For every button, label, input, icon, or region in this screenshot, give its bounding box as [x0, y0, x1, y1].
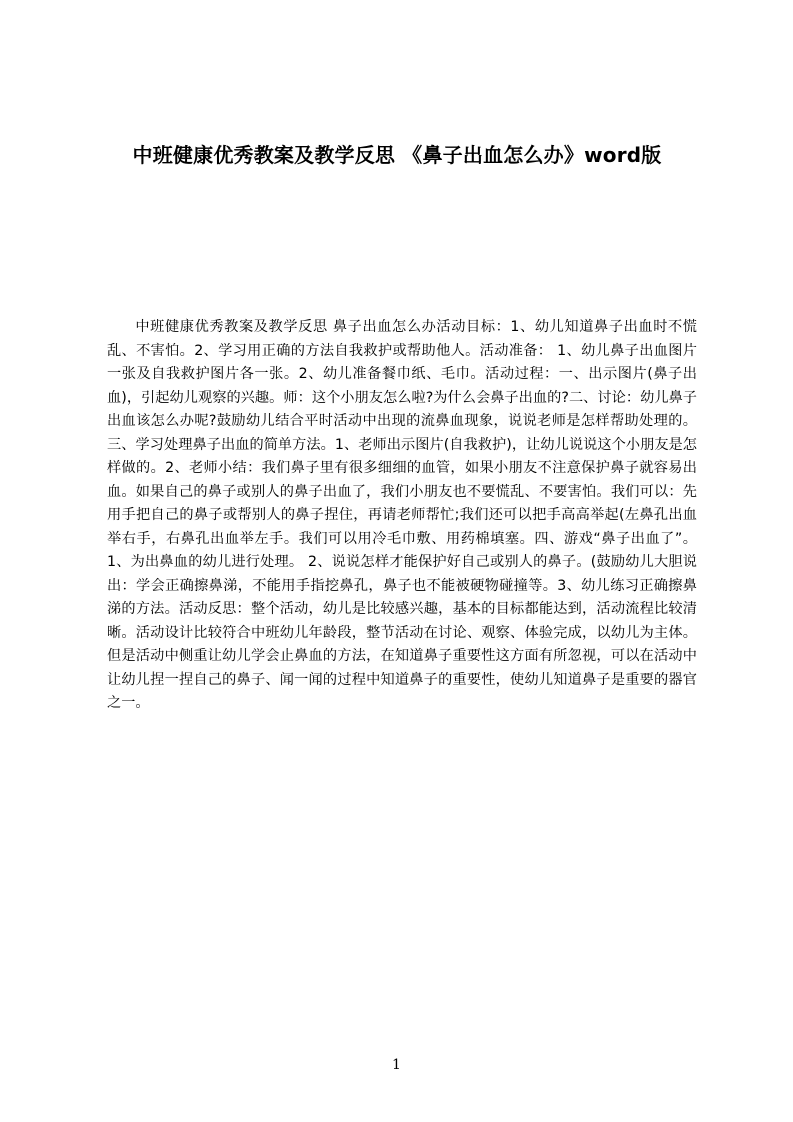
page-number: 1 [392, 1057, 401, 1073]
document-title: 中班健康优秀教案及教学反思 《鼻子出血怎么办》word版 [132, 143, 662, 167]
document-body-paragraph: 中班健康优秀教案及教学反思 鼻子出血怎么办活动目标：1、幼儿知道鼻子出血时不慌乱、不害怕。2、学习用正确的方法自我救护或帮助他人。活动准备： 1、幼儿鼻子出血图片一张及自我救护图片各一张。2、幼儿准备餐巾纸、毛巾。活动过程：一、出示图片(鼻子出血)，引起幼儿观察的兴趣。师：这个小朋友怎么啦?为什么会鼻子出血的?二、讨论：幼儿鼻子出血该怎么办呢?鼓励幼儿结合平时活动中出现的流鼻血现象，说说老师是怎样帮助处理的。三、学习处理鼻子出血的简单方法。1、老师出示图片(自我救护)，让幼儿说说这个小朋友是怎样做的。2、老师小结：我们鼻子里有很多细细的血管，如果小朋友不注意保护鼻子就容易出血。如果自己的鼻子或别人的鼻子出血了，我们小朋友也不要慌乱、不要害怕。我们可以：先用手把自己的鼻子或帮别人的鼻子捏住，再请老师帮忙;我们还可以把手高高举起(左鼻孔出血举右手，右鼻孔出血举左手。我们可以用冷毛巾敷、用药棉填塞。四、游戏“鼻子出血了”。1、为出鼻血的幼儿进行处理。 2、说说怎样才能保护好自己或别人的鼻子。(鼓励幼儿大胆说出：学会正确擦鼻涕，不能用手指挖鼻孔，鼻子也不能被硬物碰撞等。3、幼儿练习正确擦鼻涕的方法。活动反思：整个活动，幼儿是比较感兴趣，基本的目标都能达到，活动流程比较清晰。活动设计比较符合中班幼儿年龄段，整节活动在讨论、观察、体验完成，以幼儿为主体。但是活动中侧重让幼儿学会止鼻血的方法，在知道鼻子重要性这方面有所忽视，可以在活动中让幼儿捏一捏自己的鼻子、闻一闻的过程中知道鼻子的重要性，使幼儿知道鼻子是重要的器官之一。 [107, 319, 697, 711]
